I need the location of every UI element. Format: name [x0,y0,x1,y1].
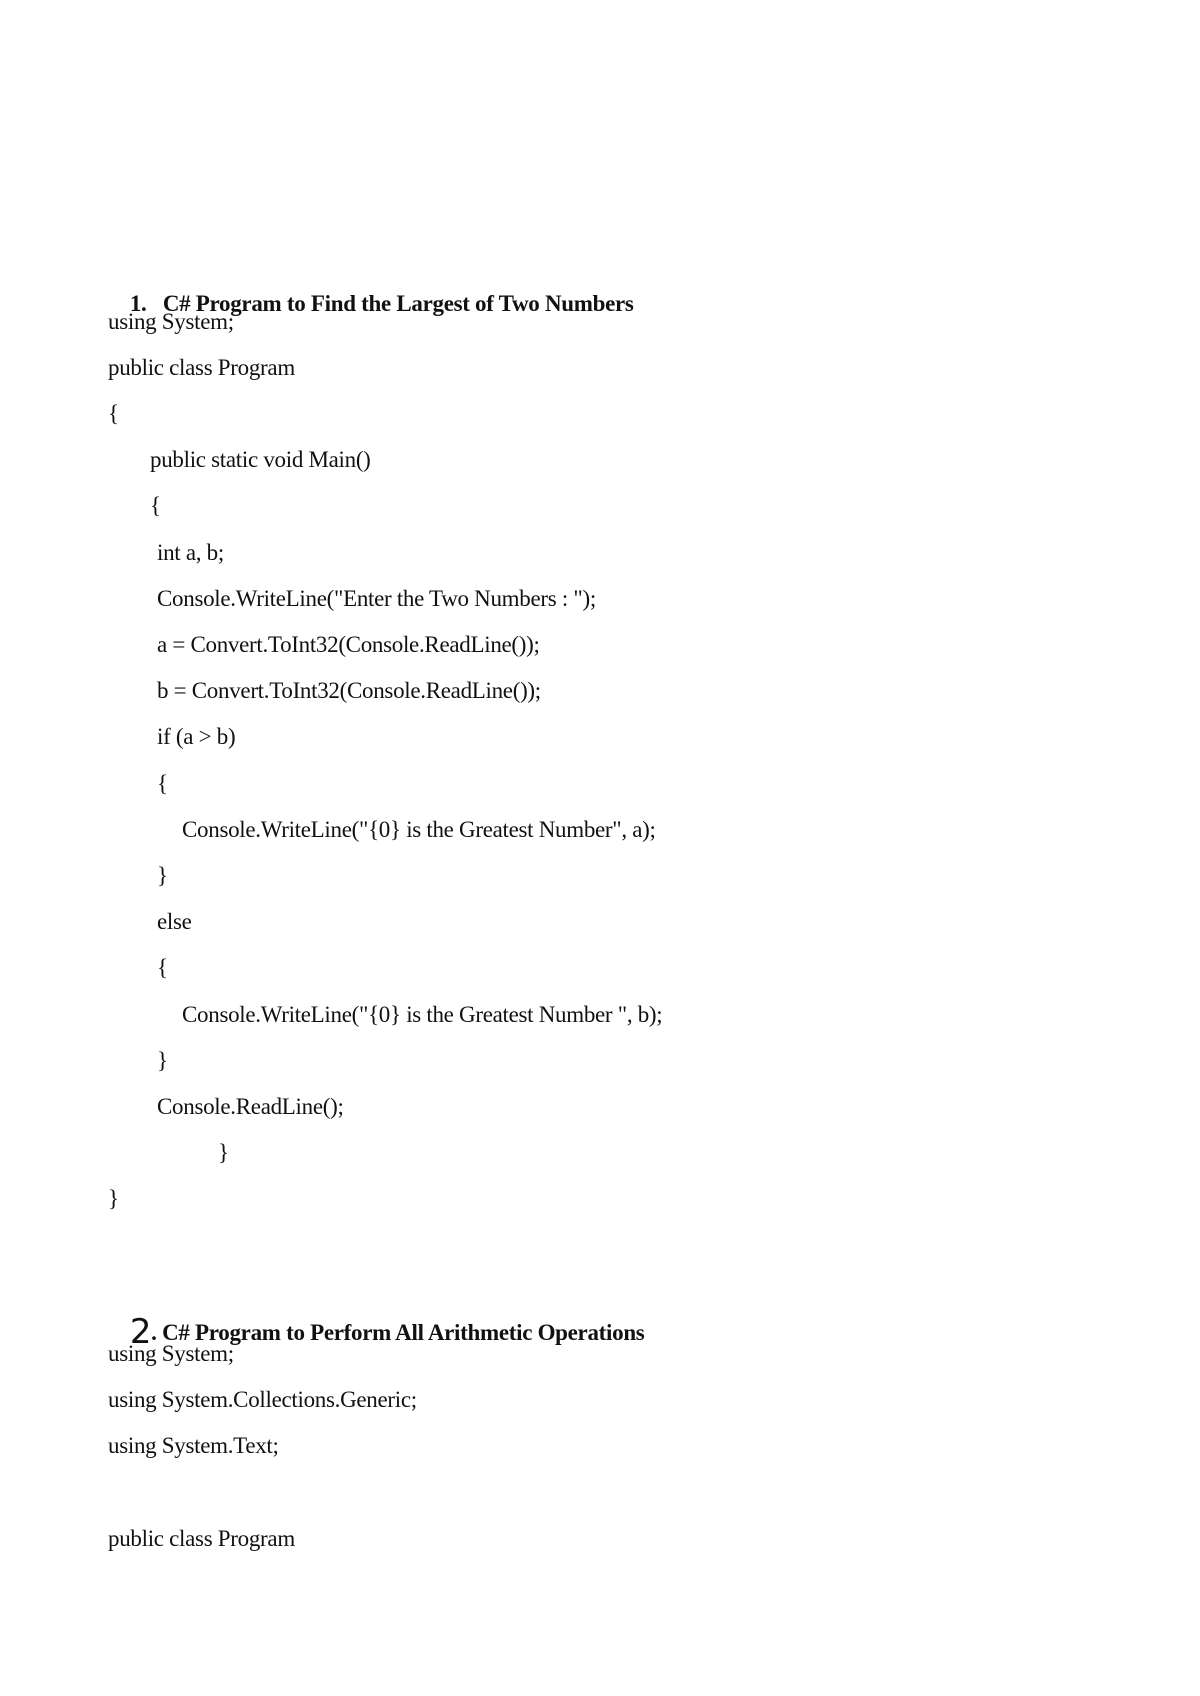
code-line: Console.WriteLine("{0} is the Greatest Number ", b); [182,1002,663,1027]
section-1-number: 1. [129,291,147,316]
code-line: Console.WriteLine("Enter the Two Numbers : "); [157,586,596,611]
code-line: { [157,771,168,796]
section-2-title: C# Program to Perform All Arithmetic Operations [162,1320,645,1345]
code-line: { [157,955,168,980]
code-line: public static void Main() [150,447,371,472]
code-line: int a, b; [157,540,224,565]
section-2-number: 2 [129,1312,152,1352]
code-line: } [218,1140,229,1165]
code-line: else [157,909,192,934]
code-line: Console.ReadLine(); [157,1094,344,1119]
code-line: { [108,401,119,426]
section-1-title: C# Program to Find the Largest of Two Numbers [162,291,634,316]
code-line: using System; [108,309,234,334]
code-line: public class Program [108,1526,295,1551]
code-line: } [157,863,168,888]
code-line: public class Program [108,355,295,380]
code-line: b = Convert.ToInt32(Console.ReadLine()); [157,678,541,703]
code-line: using System; [108,1341,234,1366]
code-line: a = Convert.ToInt32(Console.ReadLine()); [157,632,540,657]
code-line: } [108,1186,119,1211]
code-line: { [150,493,161,518]
code-line: } [157,1048,168,1073]
code-line: Console.WriteLine("{0} is the Greatest Number", a); [182,817,656,842]
code-line: if (a > b) [157,724,236,749]
section-2-separator: . [151,1320,157,1345]
code-line: using System.Text; [108,1433,279,1458]
code-line: using System.Collections.Generic; [108,1387,417,1412]
